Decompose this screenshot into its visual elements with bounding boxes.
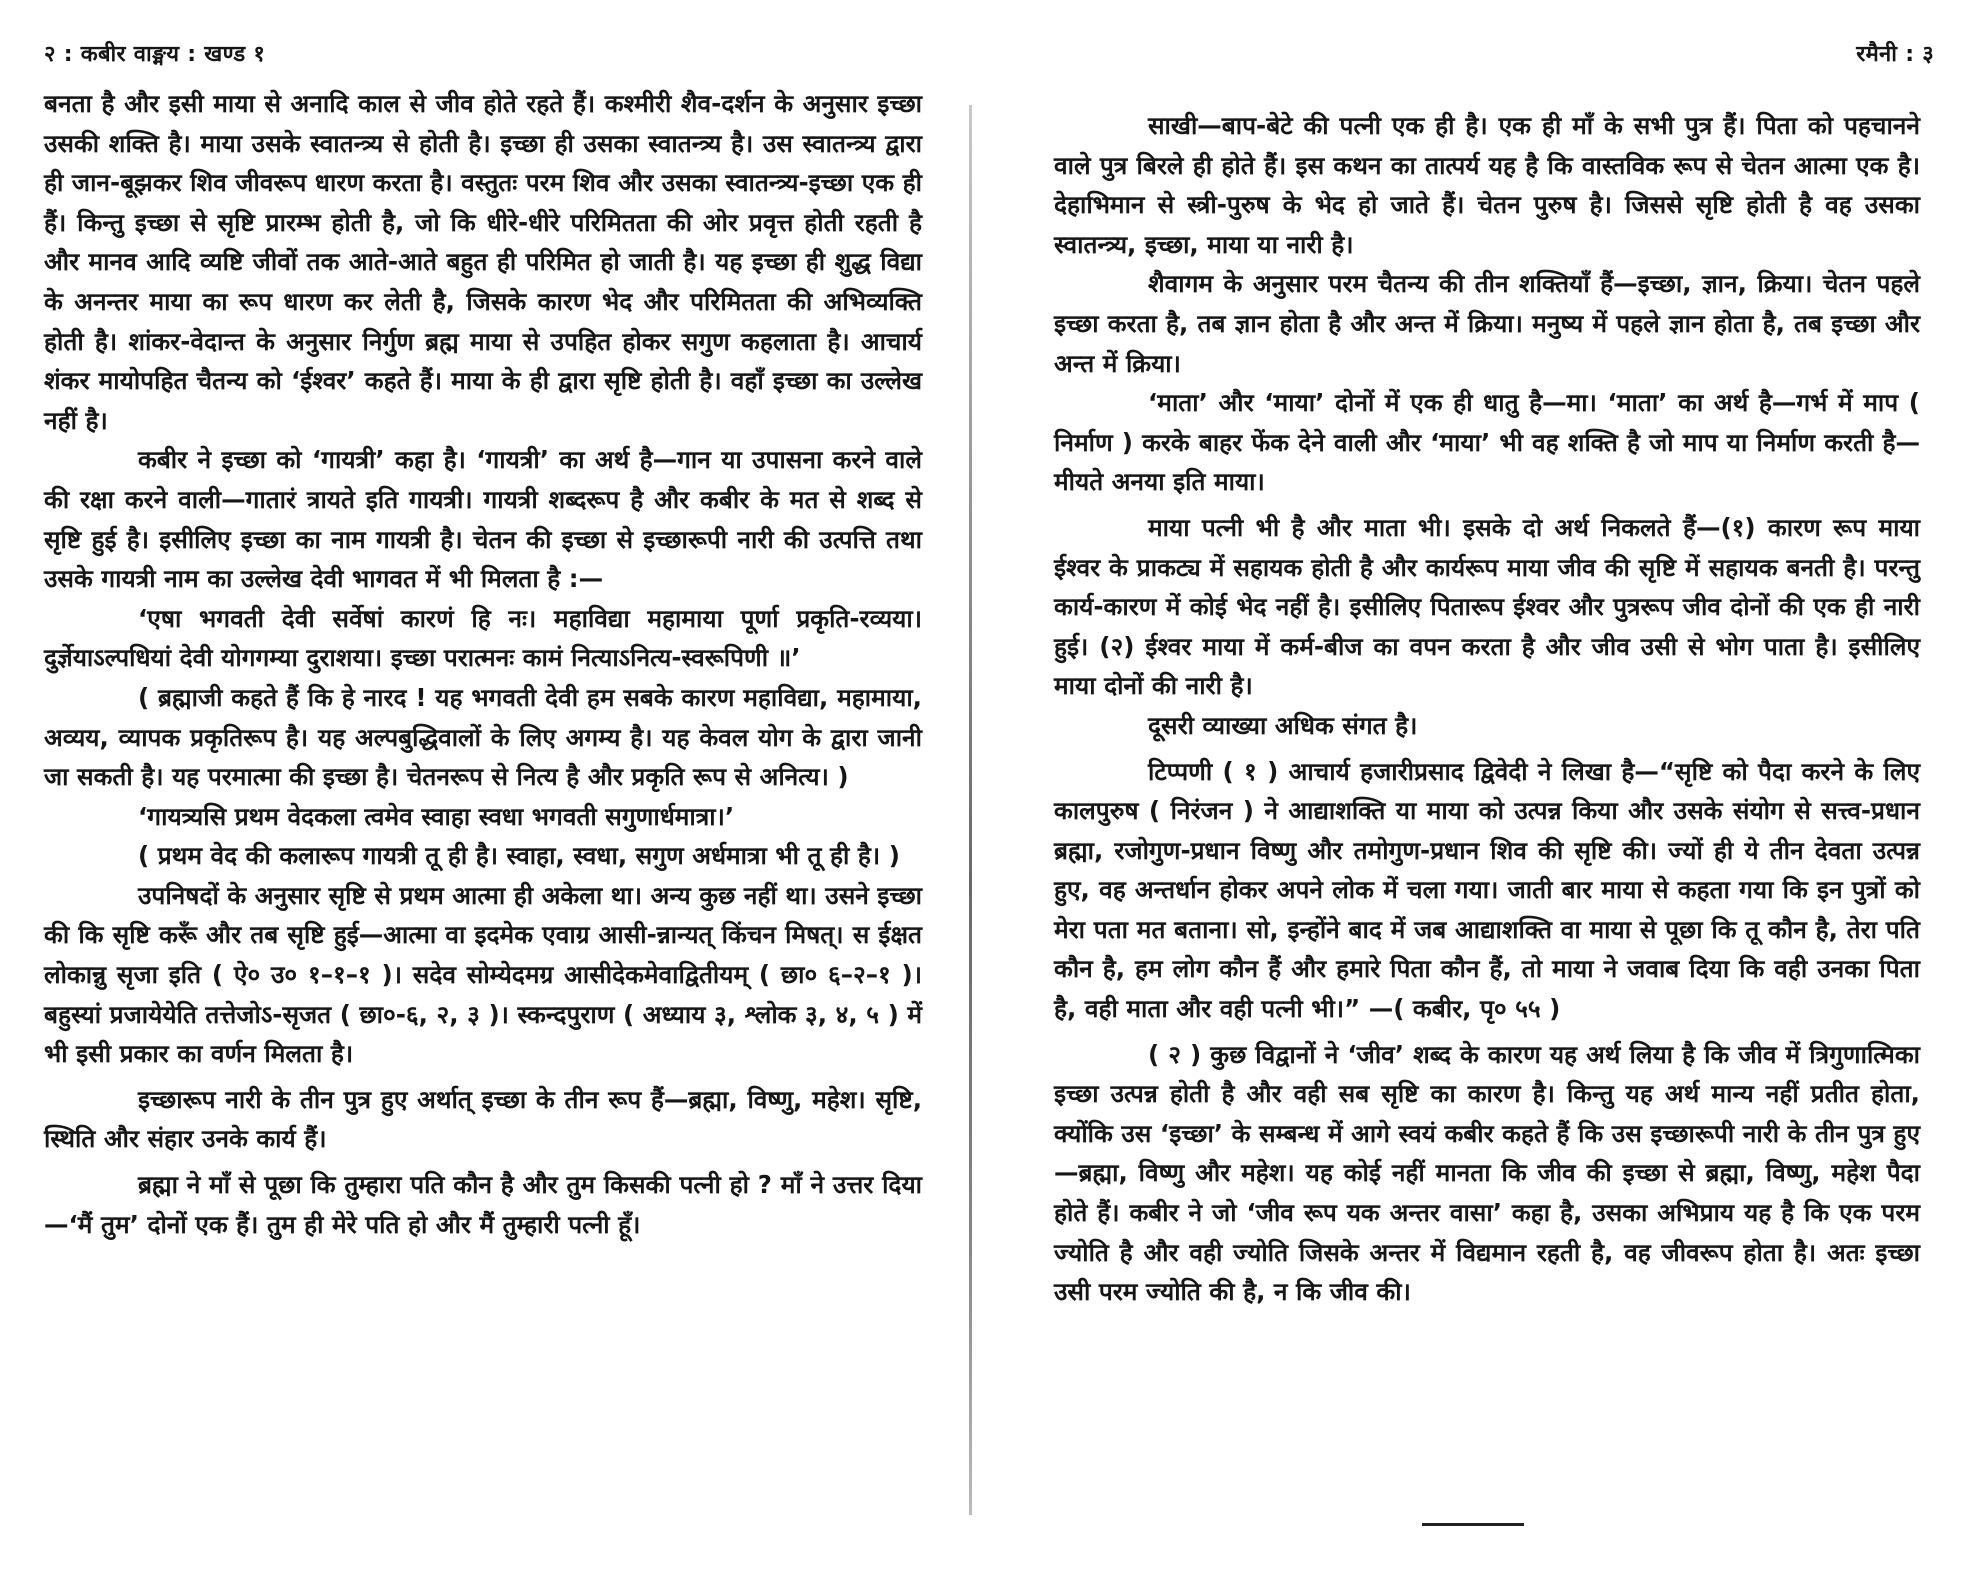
paragraph: शैवागम के अनुसार परम चैतन्य की तीन शक्तियाँ हैं—इच्छा, ज्ञान, क्रिया। चेतन पहले इच्छा करता है, तब ज्ञान होता है और अन्त में क्रिया। मनुष्य में पहले ज्ञान होता है, तब इच्छा और अन्त में क्रिया। xyxy=(1054,269,1920,378)
sanskrit-quote: ‘गायत्र्यसि प्रथम वेदकला त्वमेव स्वाहा स्वधा भगवती सगुणार्धमात्रा।’ xyxy=(138,801,735,831)
translation: ( ब्रह्माजी कहते हैं कि हे नारद ! यह भगवती देवी हम सबके कारण महाविद्या, महामाया, अव्यय, व्यापक प्रकृतिरूप है। यह अल्पबुद्धिवालों के लिए अगम्य है। यह केवल योग के द्वारा जानी जा सकती है। यह परमात्मा की इच्छा है। चेतनरूप से नित्य है और प्रकृति रूप से अनित्य। ) xyxy=(44,682,922,792)
left-page xyxy=(0,0,970,1595)
right-page-body xyxy=(1054,106,1920,1312)
tippani-paragraph xyxy=(1054,752,1920,1029)
paragraph: उपनिषदों के अनुसार सृष्टि से प्रथम आत्मा ही अकेला था। अन्य कुछ नहीं था। उसने इच्छा की कि सृष्टि करूँ और तब सृष्टि हुई—आत्मा वा इदमेक एवाग्र आसी-न्नान्यत् किंचन मिषत्। स ईक्षत लोकान्नु सृजा इति ( ऐ० उ० १–१–१ )। सदेव सोम्येदमग्र आसीदेकमेवाद्वितीयम् ( छा० ६–२–१ )। बहुस्यां प्रजायेयेति तत्तेजोऽ-सृजत ( छा०-६, २, ३ )। स्कन्दपुराण ( अध्याय ३, श्लोक ३, ४, ५ ) में भी इसी प्रकार का वर्णन मिलता है। xyxy=(44,880,922,1069)
right-page xyxy=(972,0,1980,1595)
tippani-label: टिप्पणी xyxy=(1148,756,1213,786)
running-head-right: रमैनी : ३ xyxy=(1856,42,1934,67)
paragraph: बनता है और इसी माया से अनादि काल से जीव होते रहते हैं। कश्मीरी शैव-दर्शन के अनुसार इच्छा उसकी शक्ति है। माया उसके स्वातन्त्र्य से होती है। इच्छा ही उसका स्वातन्त्र्य है। उस स्वातन्त्र्य द्वारा ही जान-बूझकर शिव जीवरूप धारण करता है। वस्तुतः परम शिव और उसका स्वातन्त्र्य-इच्छा एक ही हैं। किन्तु इच्छा से सृष्टि प्रारम्भ होती है, जो कि धीरे-धीरे परिमितता की ओर प्रवृत्त होती रहती है और मानव आदि व्यष्टि जीवों तक आते-आते बहुत ही परिमित हो जाती है। यह इच्छा ही शुद्ध विद्या के अनन्तर माया का रूप धारण कर लेती है, जिसके कारण भेद और परिमितता की अभिव्यक्ति होती है। शांकर-वेदान्त के अनुसार निर्गुण ब्रह्म माया से उपहित होकर सगुण कहलाता है। आचार्य शंकर मायोपहित चैतन्य को ‘ईश्वर’ कहते हैं। माया के ही द्वारा सृष्टि होती है। वहाँ इच्छा का उल्लेख नहीं है। xyxy=(44,89,922,435)
paragraph: दूसरी व्याख्या अधिक संगत है। xyxy=(1148,710,1418,740)
paragraph: ‘माता’ और ‘माया’ दोनों में एक ही धातु है—मा। ‘माता’ का अर्थ है—गर्भ में माप ( निर्माण ) करके बाहर फेंक देने वाली और ‘माया’ भी वह शक्ति है जो माप या निर्माण करती है—मीयते अनया इति माया। xyxy=(1054,388,1920,497)
translation: ( प्रथम वेद की कलारूप गायत्री तू ही है। स्वाहा, स्वधा, सगुण अर्धमात्रा भी तू ही है। ) xyxy=(138,841,900,871)
left-page-body xyxy=(44,84,922,1244)
paragraph: माया पत्नी भी है और माता भी। इसके दो अर्थ निकलते हैं—(१) कारण रूप माया ईश्वर के प्राकट्य में सहायक होती है और कार्यरूप माया जीव की सृष्टि में सहायक बनती है। परन्तु कार्य-कारण में कोई भेद नहीं है। इसीलिए पितारूप ईश्वर और पुत्ररूप जीव दोनों की एक ही नारी हुई। (२) ईश्वर माया में कर्म-बीज का वपन करता है और जीव उसी से भोग पाता है। इसीलिए माया दोनों की नारी है। xyxy=(1054,512,1920,701)
paragraph: इच्छारूप नारी के तीन पुत्र हुए अर्थात् इच्छा के तीन रूप हैं—ब्रह्मा, विष्णु, महेश। सृष्टि, स्थिति और संहार उनके कार्य हैं। xyxy=(44,1084,922,1154)
paragraph: ब्रह्मा ने माँ से पूछा कि तुम्हारा पति कौन है और तुम किसकी पत्नी हो ? माँ ने उत्तर दिया—‘मैं तुम’ दोनों एक हैं। तुम ही मेरे पति हो और मैं तुम्हारी पत्नी हूँ। xyxy=(44,1170,922,1239)
sakhi-text: बाप-बेटे की पत्नी एक ही है। एक ही माँ के सभी पुत्र हैं। पिता को पहचानने वाले पुत्र बिरले ही होते हैं। इस कथन का तात्पर्य यह है कि वास्तविक रूप से चेतन आत्मा एक है। देहाभिमान से स्त्री-पुरुष के भेद हो जाते हैं। चेतन पुरुष है। जिससे सृष्टि होती है वह उसका स्वातन्त्र्य, इच्छा, माया या नारी है। xyxy=(1054,111,1920,259)
running-head-left: २ : कबीर वाङ्मय : खण्ड १ xyxy=(44,42,266,67)
sanskrit-quote: ‘एषा भगवती देवी सर्वेषां कारणं हि नः। महाविद्या महामाया पूर्णा प्रकृति-रव्यया। दुर्ज्ञेयाऽल्पधियां देवी योगगम्या दुराशया। इच्छा परात्मनः कामं नित्याऽनित्य-स्वरूपिणी ॥’ xyxy=(44,603,922,673)
note-2: ( २ ) कुछ विद्वानों ने ‘जीव’ शब्द के कारण यह अर्थ लिया है कि जीव में त्रिगुणात्मिका इच्छा उत्पन्न होती है और वही सब सृष्टि का कारण है। किन्तु यह अर्थ मान्य नहीं प्रतीत होता, क्योंकि उस ‘इच्छा’ के सम्बन्ध में आगे स्वयं कबीर कहते हैं कि उस इच्छारूपी नारी के तीन पुत्र हुए—ब्रह्मा, विष्णु और महेश। यह कोई नहीं मानता कि जीव की इच्छा से ब्रह्मा, विष्णु, महेश पैदा होते हैं। कबीर ने जो ‘जीव रूप यक अन्तर वासा’ कहा है, उसका अभिप्राय यह है कि एक परम ज्योति है और वही ज्योति जिसके अन्तर में विद्यमान रहती है, वह जीवरूप होता है। अतः इच्छा उसी परम ज्योति की है, न कि जीव की। xyxy=(1054,1039,1920,1307)
paragraph: कबीर ने इच्छा को ‘गायत्री’ कहा है। ‘गायत्री’ का अर्थ है—गान या उपासना करने वाले की रक्षा करने वाली—गातारं त्रायते इति गायत्री। गायत्री शब्दरूप है और कबीर के मत से शब्द से सृष्टि हुई है। इसीलिए इच्छा का नाम गायत्री है। चेतन की इच्छा से इच्छारूपी नारी की उत्पत्ति तथा उसके गायत्री नाम का उल्लेख देवी भागवत में भी मिलता है :— xyxy=(44,445,922,594)
sakhi-label: साखी— xyxy=(1148,111,1222,140)
tippani-text: ( १ ) आचार्य हजारीप्रसाद द्विवेदी ने लिखा है—“सृष्टि को पैदा करने के लिए कालपुरुष ( निरंजन ) ने आद्याशक्ति या माया को उत्पन्न किया और उसके संयोग से सत्त्व-प्रधान ब्रह्मा, रजोगुण-प्रधान विष्णु और तमोगुण-प्रधान शिव की सृष्टि की। ज्यों ही ये तीन देवता उत्पन्न हुए, वह अन्तर्धान होकर अपने लोक में चला गया। जाती बार माया से कहता गया कि इन पुत्रों को मेरा पता मत बताना। सो, इन्होंने बाद में जब आद्याशक्ति वा माया से पूछा कि तू कौन है, तेरा पति कौन है, हम लोग कौन हैं और हमारे पिता कौन हैं, तो माया ने जवाब दिया कि वही उनका पिता है, वही माता और वही पत्नी भी।” —( कबीर, पृ० ५५ ) xyxy=(1054,756,1920,1024)
sakhi-paragraph xyxy=(1054,106,1920,264)
end-separator xyxy=(1422,1523,1524,1526)
